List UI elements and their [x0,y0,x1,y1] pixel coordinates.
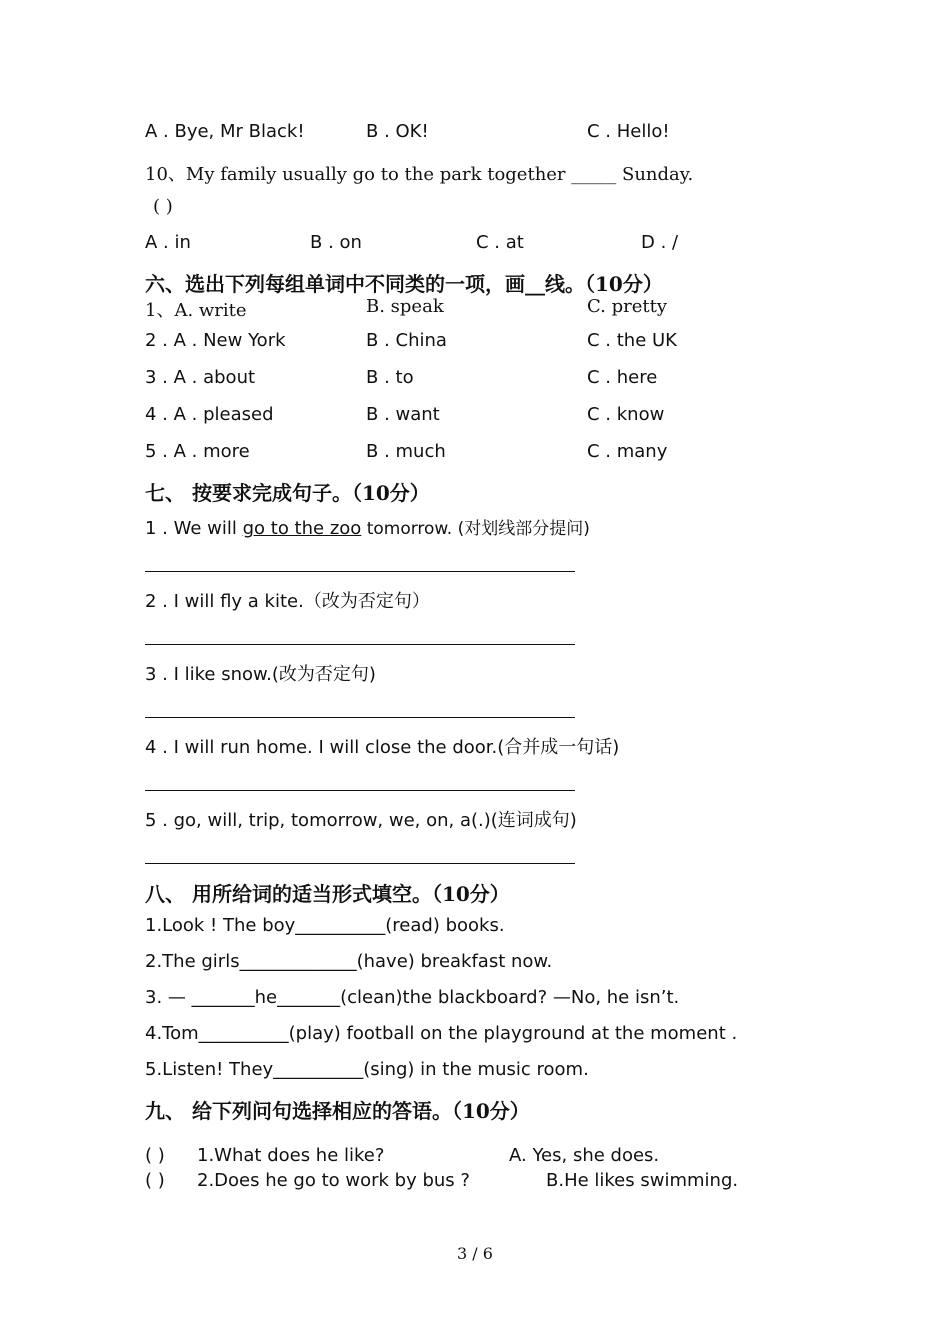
s6-row1-b: B. speak [366,296,444,317]
s6-row5-c: C . many [587,441,668,462]
q9-option-c: C . Hello! [587,121,670,142]
s6-row4-c: C . know [587,404,665,425]
s7-q3: 3 . I like snow.(改为否定句) [145,664,376,685]
s7-q1-post: tomorrow. (对划线部分提问) [361,519,590,539]
s7-q1-underlined: go to the zoo [242,518,362,539]
s9-row2-answer: B.He likes swimming. [546,1170,739,1191]
s7-answer-line-1[interactable] [145,571,575,572]
q10-option-c: C . at [476,232,524,253]
s9-row1-answer: A. Yes, she does. [509,1145,660,1166]
s6-row3-c: C . here [587,367,658,388]
s8-item-3: 3. — _______he_______(clean)the blackboard? —No, he isn’t. [145,987,680,1008]
s8-item-4: 4.Tom__________(play) football on the playground at the moment . [145,1023,738,1044]
s6-row4-a: 4 . A . pleased [145,404,274,425]
page-number: 3 / 6 [457,1244,493,1263]
s6-row2-c: C . the UK [587,330,677,351]
s6-row1-c: C. pretty [587,296,667,317]
s7-q2: 2 . I will fly a kite.（改为否定句） [145,591,430,612]
q10-option-d: D . / [641,232,679,253]
s6-row5-a: 5 . A . more [145,441,250,462]
s6-row3-b: B . to [366,367,414,388]
s7-q1-pre: 1 . We will [145,518,243,539]
s6-row1-a: 1、A. write [145,300,247,321]
s9-row1-paren: ( ) [145,1145,165,1166]
s6-row5-b: B . much [366,441,446,462]
s8-item-1: 1.Look ! The boy__________(read) books. [145,915,505,936]
s6-row2-a: 2 . A . New York [145,330,286,351]
s6-row2-b: B . China [366,330,447,351]
section8-title: 八、 用所给词的适当形式填空。（10分） [145,882,510,906]
s7-q1 [145,514,590,539]
section6-title: 六、选出下列每组单词中不同类的一项，画__线。（10分） [145,272,663,296]
s7-answer-line-4[interactable] [145,790,575,791]
q9-option-a: A . Bye, Mr Black! [145,121,305,142]
q10-stem: 10、My family usually go to the park together _____ Sunday. [145,164,694,185]
q10-option-a: A . in [145,232,191,253]
q9-option-b: B . OK! [366,121,429,142]
s6-row4-b: B . want [366,404,440,425]
section7-title: 七、 按要求完成句子。（10分） [145,481,430,505]
section9-title: 九、 给下列问句选择相应的答语。（10分） [145,1099,530,1123]
s9-row2-paren: ( ) [145,1170,165,1191]
s8-item-2: 2.The girls_____________(have) breakfast now. [145,951,553,972]
s7-answer-line-3[interactable] [145,717,575,718]
s7-q5: 5 . go, will, trip, tomorrow, we, on, a(.)(连词成句) [145,810,577,831]
s7-q4: 4 . I will run home. I will close the door.(合并成一句话) [145,737,620,758]
s7-answer-line-5[interactable] [145,863,575,864]
s9-row2-question: 2.Does he go to work by bus ? [197,1170,470,1191]
s6-row3-a: 3 . A . about [145,367,256,388]
s8-item-5: 5.Listen! They__________(sing) in the music room. [145,1059,589,1080]
s7-answer-line-2[interactable] [145,644,575,645]
q10-answer-paren: ( ) [153,196,173,217]
q10-option-b: B . on [310,232,362,253]
s9-row1-question: 1.What does he like? [197,1145,385,1166]
